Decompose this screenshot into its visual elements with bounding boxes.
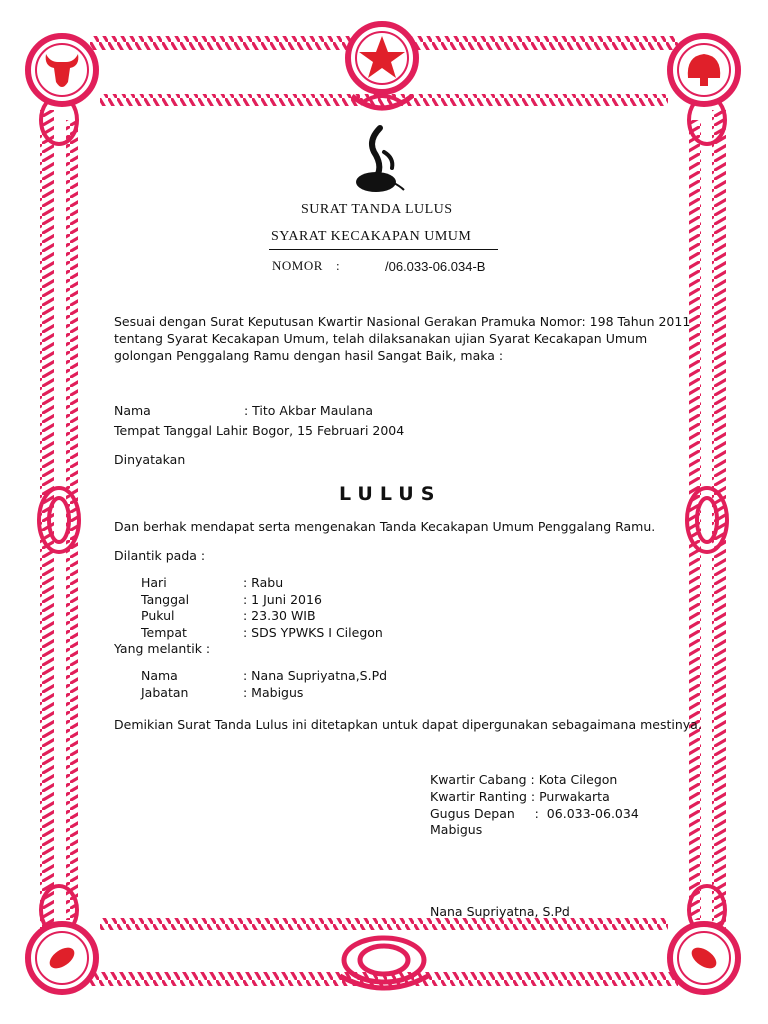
installed-date-label: Tanggal — [141, 592, 190, 607]
leaf-emblem-icon — [28, 924, 96, 992]
bull-head-emblem-icon — [28, 36, 96, 104]
installed-date-value: : 1 Juni 2016 — [243, 592, 322, 607]
installer-heading: Yang melantik : — [114, 641, 211, 656]
declared-text: Dinyatakan — [114, 452, 186, 467]
nomor-label: NOMOR — [272, 258, 323, 273]
installed-place-label: Tempat — [141, 625, 187, 640]
installed-day-label: Hari — [141, 575, 167, 590]
nomor-colon: : — [336, 258, 341, 273]
title-underline — [269, 249, 498, 250]
installed-day-value: : Rabu — [243, 575, 284, 590]
shell-emblem-icon — [670, 36, 738, 104]
recipient-name-value: : Tito Akbar Maulana — [244, 403, 374, 418]
signature-kwarran: Kwartir Ranting : Purwakarta — [430, 789, 610, 804]
signature-kwarcab: Kwartir Cabang : Kota Cilegon — [430, 772, 618, 787]
leaf-emblem-icon — [670, 924, 738, 992]
result-lulus: LULUS — [339, 483, 442, 505]
installed-time-label: Pukul — [141, 608, 175, 623]
recipient-ttl-value: : Bogor, 15 Februari 2004 — [244, 423, 405, 438]
signature-gugus-depan: Gugus Depan : 06.033-06.034 — [430, 806, 639, 821]
recipient-name-label: Nama — [114, 403, 151, 418]
nomor-value: /06.033-06.034-B — [385, 259, 486, 274]
installed-heading: Dilantik pada : — [114, 548, 206, 563]
recipient-ttl-label: Tempat Tanggal Lahir — [114, 423, 248, 438]
installed-time-value: : 23.30 WIB — [243, 608, 316, 623]
entitlement-text: Dan berhak mendapat serta mengenakan Tanda Kecakapan Umum Penggalang Ramu. — [114, 519, 656, 534]
intro-line-3: golongan Penggalang Ramu dengan hasil Sangat Baik, maka : — [114, 348, 504, 363]
installer-role-label: Jabatan — [141, 685, 189, 700]
certificate-subtitle: SYARAT KECAKAPAN UMUM — [271, 229, 472, 244]
closing-statement: Demikian Surat Tanda Lulus ini ditetapkan untuk dapat dipergunakan sebagaimana mestinya. — [114, 717, 702, 732]
installer-role-value: : Mabigus — [243, 685, 304, 700]
certificate-title: SURAT TANDA LULUS — [301, 202, 453, 217]
intro-line-2: tentang Syarat Kecakapan Umum, telah dilaksanakan ujian Syarat Kecakapan Umum — [114, 331, 648, 346]
signature-name: Nana Supriyatna, S.Pd — [430, 904, 570, 919]
installer-name-label: Nama — [141, 668, 178, 683]
intro-line-1: Sesuai dengan Surat Keputusan Kwartir Nasional Gerakan Pramuka Nomor: 198 Tahun 2011 — [114, 314, 691, 329]
installed-place-value: : SDS YPWKS I Cilegon — [243, 625, 383, 640]
tunas-kelapa-logo-icon — [356, 128, 404, 192]
signature-role: Mabigus — [430, 822, 483, 837]
installer-name-value: : Nana Supriyatna,S.Pd — [243, 668, 388, 683]
